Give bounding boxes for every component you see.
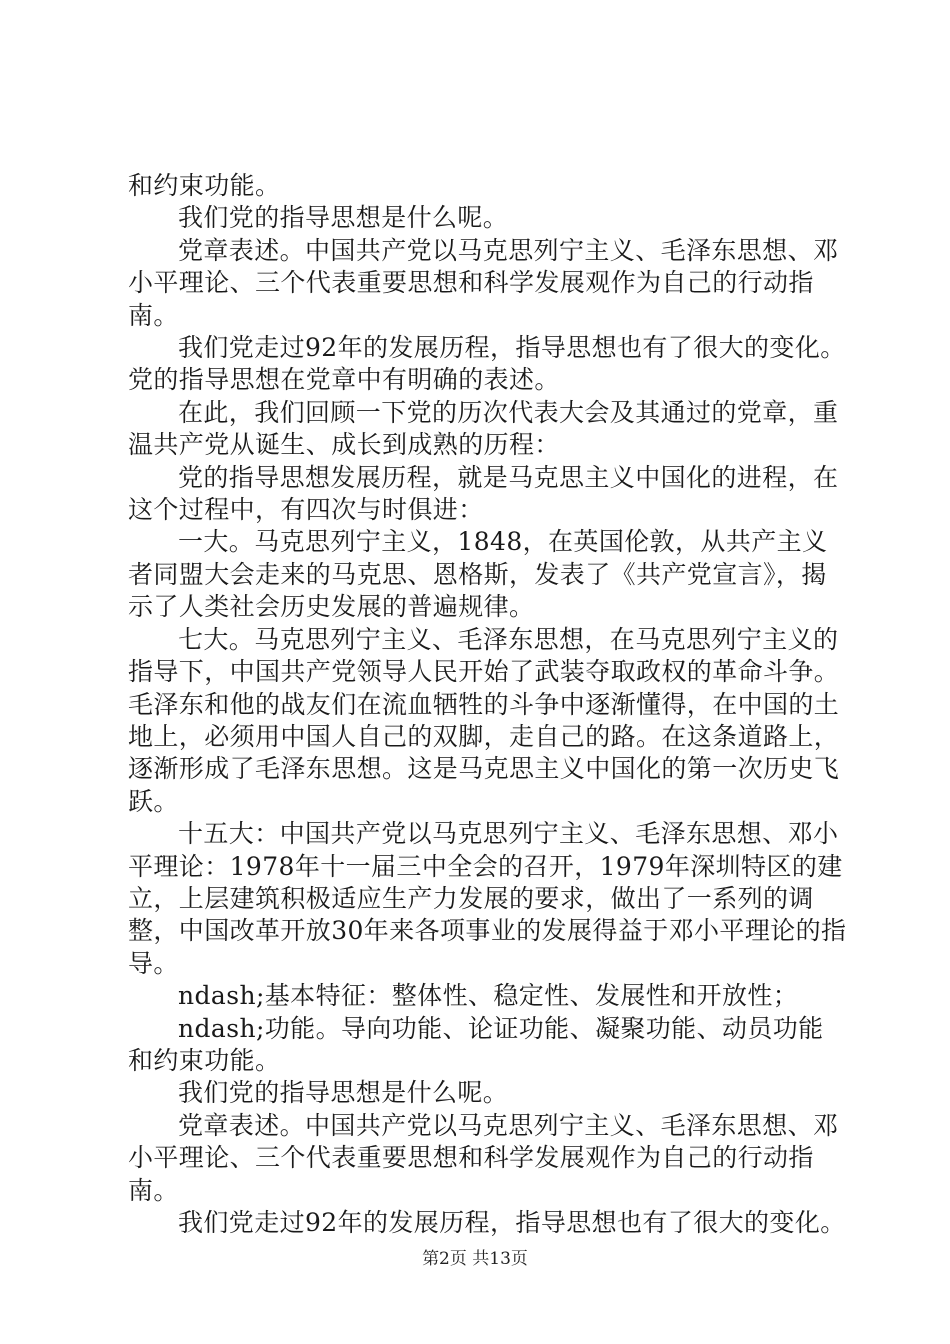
paragraph: 和约束功能。 <box>128 171 281 200</box>
paragraph: 党章表述。中国共产党以马克思列宁主义、毛泽东思想、邓小平理论、三个代表重要思想和科学发展观作为自己的行动指南。 <box>128 235 839 330</box>
paragraph: 在此，我们回顾一下党的历次代表大会及其通过的党章，重温共产党从诞生、成长到成熟的历程： <box>128 397 839 460</box>
paragraph: 我们党走过92年的发展历程，指导思想也有了很大的变化。党的指导思想在党章中有明确的表述。 <box>128 333 846 395</box>
paragraph: 我们党的指导思想是什么呢。 <box>178 203 509 233</box>
page-number-footer: 第2页 共13页 <box>422 1249 528 1269</box>
paragraph: 我们党的指导思想是什么呢。 <box>178 1078 509 1108</box>
paragraph: 党章表述。中国共产党以马克思列宁主义、毛泽东思想、邓小平理论、三个代表重要思想和科学发展观作为自己的行动指南。 <box>128 1110 839 1205</box>
paragraph: ndash;基本特征：整体性、稳定性、发展性和开放性； <box>178 981 799 1011</box>
paragraph: 我们党走过92年的发展历程，指导思想也有了很大的变化。 <box>178 1208 846 1237</box>
paragraph: 党的指导思想发展历程，就是马克思主义中国化的进程，在这个过程中，有四次与时俱进： <box>128 462 839 525</box>
paragraph: ndash;功能。导向功能、论证功能、凝聚功能、动员功能和约束功能。 <box>128 1013 824 1075</box>
paragraph: 十五大：中国共产党以马克思列宁主义、毛泽东思想、邓小平理论：1978年十一届三中全会的召开，1979年深圳特区的建立，上层建筑积极适应生产力发展的要求，做出了一系列的调整，中国改革开放30年来各项事业的发展得益于邓小平理论的指导。 <box>128 819 847 978</box>
paragraph: 一大。马克思列宁主义，1848，在英国伦敦，从共产主义者同盟大会走来的马克思、恩格斯，发表了《共产党宣言》，揭示了人类社会历史发展的普遍规律。 <box>128 527 828 622</box>
paragraph: 七大。马克思列宁主义、毛泽东思想，在马克思列宁主义的指导下，中国共产党领导人民开始了武装夺取政权的革命斗争。毛泽东和他的战友们在流血牺牲的斗争中逐渐懂得，在中国的土地上，必须用中国人自己的双脚，走自己的路。在这条道路上，逐渐形成了毛泽东思想。这是马克思主义中国化的第一次历史飞跃。 <box>128 624 840 816</box>
document-body <box>128 170 848 1239</box>
